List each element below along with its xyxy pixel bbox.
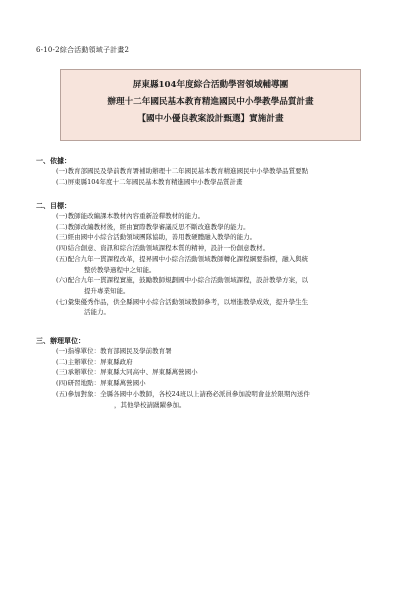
goal-item-continuation: 提升專業知能。 xyxy=(84,286,130,295)
goal-item: (五)配合九年一貫課程改革，提昇國中小綜合活動領域教師轉化課程綱要指標，融入與統 xyxy=(56,254,309,263)
title-line-1: 屏東縣104年度綜合活動學習領域輔導團 xyxy=(132,80,289,90)
section-organizers-title: 三、辦理單位： xyxy=(36,336,85,345)
title-line-3: 【國中小優良教案設計甄選】實施計畫 xyxy=(137,114,284,124)
section-basis-title: 一、依據： xyxy=(36,156,71,165)
organizer-item: (二)主辦單位：屏東縣政府 xyxy=(56,357,133,366)
basis-item: (二)屏東縣104年度十二年國民基本教育精進國中小教學品質計畫 xyxy=(56,177,243,186)
goal-item-continuation: 整於教學過程中之知能。 xyxy=(84,265,156,274)
goal-item: (六)配合九年一貫課程實施，鼓勵教師規劃國中小綜合活動領域課程，設計教學方案，以 xyxy=(56,276,309,285)
title-box xyxy=(60,69,361,141)
goal-item: (七)彙集優秀作品，供全縣國中小綜合活動領域教師參考，以增進教學成效，提升學生生 xyxy=(56,297,309,306)
organizer-item: (五)參加對象：全縣各國中小教師，各校24班以上請務必派員參加說明會並於限期內送件 xyxy=(56,389,310,398)
goal-item: (二)教師改編教材後，經由實際教學審議反思不斷改進教學的能力。 xyxy=(56,222,250,231)
section-organizers xyxy=(36,335,310,410)
organizer-item: (一)指導單位：教育部國民及學前教育署 xyxy=(56,347,172,355)
section-basis xyxy=(36,155,308,187)
goal-item: (四)結合創意、資訊和綜合活動領域課程本質的精神，設計一份創意教材。 xyxy=(56,244,270,253)
organizer-item: (三)承辦單位：屏東縣大同高中、屏東縣萬營國小 xyxy=(56,368,198,377)
organizer-item: (四)研習地點：屏東縣萬營國小 xyxy=(56,379,146,388)
organizer-item-continuation: ，其他學校請踴躍參加。 xyxy=(114,400,186,409)
section-goals xyxy=(36,200,308,318)
basis-item: (一)教育部國民及學前教育署補助辦理十二年國民基本教育精進國民中小學教學品質要點 xyxy=(56,167,309,175)
goal-item: (三)經由國中小綜合活動領域團隊協助，善用教硬體融入教學的能力。 xyxy=(56,233,257,242)
section-goals-title: 二、目標： xyxy=(36,201,71,210)
section-basis-items xyxy=(56,166,308,187)
goal-item-continuation: 活能力。 xyxy=(84,308,110,317)
section-goals-items xyxy=(56,211,308,318)
goal-item: (一)教師能改編課本教材內容重新詮釋教材的能力。 xyxy=(56,212,205,220)
section-organizers-items xyxy=(56,346,310,410)
document-code: 6-10-2綜合活動領域子計畫2 xyxy=(36,46,130,54)
title-line-2: 辦理十二年國民基本教育精進國民中小學教學品質計畫 xyxy=(107,97,314,107)
